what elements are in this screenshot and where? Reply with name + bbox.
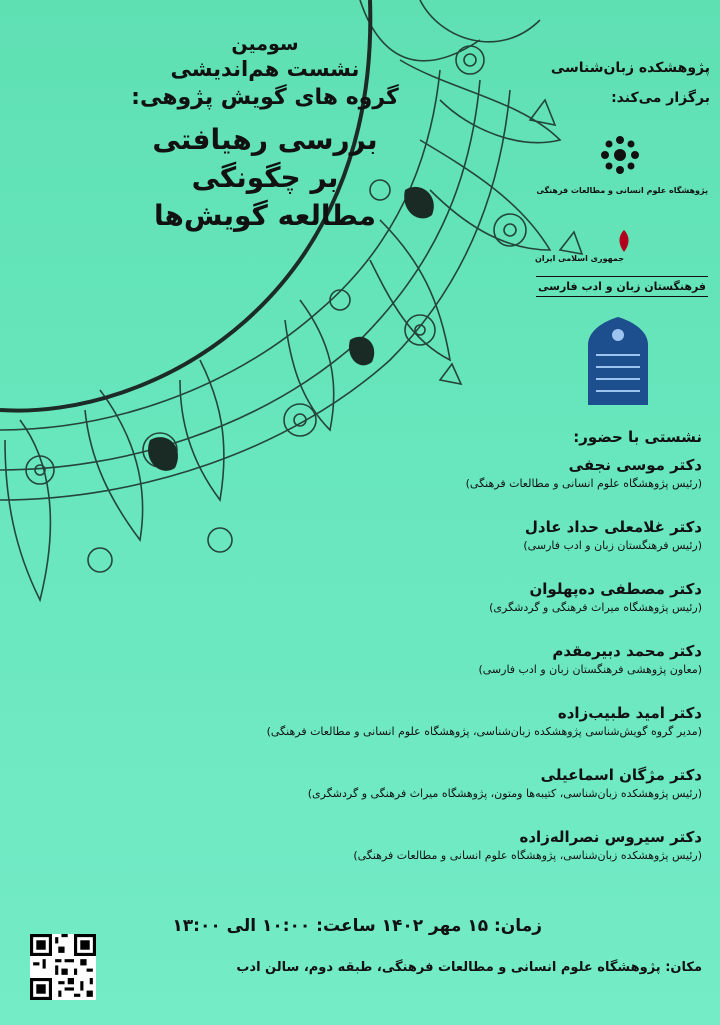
title-topic-3: مطالعه گویش‌ها <box>153 199 377 232</box>
speaker-name: دکتر مصطفی ده‌پهلوان <box>529 580 702 598</box>
speaker-name: دکتر موسی نجفی <box>568 456 702 474</box>
organizer-name: پژوهشکده زبان‌شناسی <box>550 60 710 76</box>
ihcs-caption: پژوهشگاه علوم انسانی و مطالعات فرهنگی <box>536 186 708 195</box>
iran-emblem-icon <box>612 228 636 254</box>
speaker-role: (رئیس پژوهشکده زبان‌شناسی، پژوهشگاه علوم انسانی و مطالعات فرهنگی) <box>353 849 702 862</box>
title-series: نشست هم‌اندیشی <box>170 57 360 81</box>
ihcs-logo <box>590 130 650 184</box>
speaker-name: دکتر مژگان اسماعیلی <box>540 766 702 784</box>
speaker-role: (معاون پژوهشی فرهنگستان زبان و ادب فارسی) <box>478 663 702 676</box>
speaker-item <box>182 578 702 640</box>
speaker-item <box>182 640 702 702</box>
speaker-role: (رئیس پژوهشگاه علوم انسانی و مطالعات فرهنگی) <box>465 477 702 490</box>
qr-code[interactable] <box>30 934 96 1000</box>
academy-caption: فرهنگستان زبان و ادب فارسی <box>536 276 708 297</box>
speaker-item <box>182 702 702 764</box>
ihcs-emblem-icon <box>590 130 650 180</box>
speaker-name: دکتر محمد دبیرمقدم <box>552 642 702 660</box>
organizer-hosts: برگزار می‌کند: <box>611 90 710 106</box>
event-time: زمان: ۱۵ مهر ۱۴۰۲ ساعت: ۱۰:۰۰ الی ۱۳:۰۰ <box>172 916 542 936</box>
speaker-name: دکتر امید طبیب‌زاده <box>557 704 702 722</box>
heritage-logo <box>580 315 656 409</box>
speaker-item <box>182 764 702 826</box>
speaker-name: دکتر سیروس نصراله‌زاده <box>519 828 702 846</box>
speaker-role: (رئیس پژوهشکده زبان‌شناسی، کتیبه‌ها ومتون، پژوهشگاه میراث فرهنگی و گردشگری) <box>307 787 702 800</box>
title-edition: سومین <box>231 33 299 55</box>
title-group: گروه های گویش پژوهی: <box>131 85 399 110</box>
speaker-role: (مدیر گروه گویش‌شناسی پژوهشکده زبان‌شناسی، پژوهشگاه علوم انسانی و مطالعات فرهنگی) <box>266 725 702 738</box>
event-place: مکان: پژوهشگاه علوم انسانی و مطالعات فرهنگی، طبقه دوم، سالن ادب <box>236 960 702 975</box>
title-block <box>60 32 470 235</box>
speaker-item <box>182 826 702 888</box>
speakers-section <box>182 428 702 888</box>
title-topic-1: بررسی رهیافتی <box>152 123 378 156</box>
speaker-item <box>182 516 702 578</box>
speaker-name: دکتر غلامعلی حداد عادل <box>524 518 702 536</box>
speaker-role: (رئیس پژوهشگاه میراث فرهنگی و گردشگری) <box>489 601 702 614</box>
academy-top-caption: جمهوری اسلامی ایران <box>535 254 624 263</box>
speaker-role: (رئیس فرهنگستان زبان و ادب فارسی) <box>523 539 702 552</box>
heritage-emblem-icon <box>580 315 656 405</box>
speaker-item <box>182 454 702 516</box>
organizer-block <box>540 60 710 120</box>
title-topic-2: بر چگونگی <box>191 161 339 194</box>
speakers-heading: نشستی با حضور: <box>573 428 702 446</box>
